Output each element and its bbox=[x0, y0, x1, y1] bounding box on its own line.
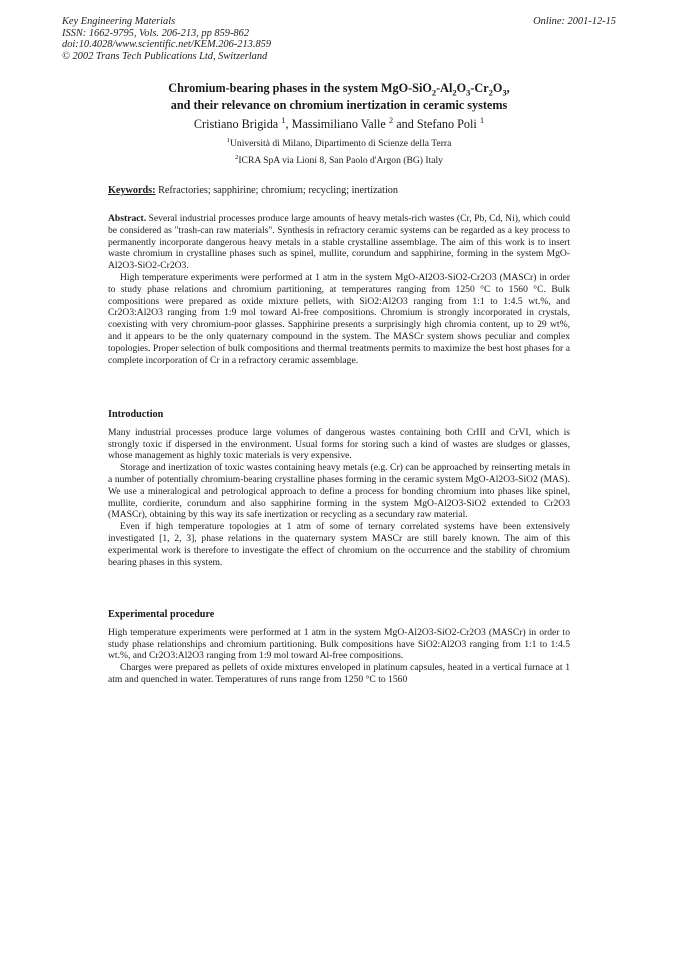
keywords-text: Refractories; sapphirine; chromium; recycling; inertization bbox=[155, 185, 398, 196]
title-line-1: Chromium-bearing phases in the system MgO-$SiO_2-Al_2O_3-Cr_2O_3$, bbox=[168, 81, 510, 98]
copyright-line: © 2002 Trans Tech Publications Ltd, Switzerland bbox=[62, 50, 268, 62]
introduction-paragraph-1: Many industrial processes produce large volumes of dangerous wastes containing both CrIII and CrVI, which is strongly toxic if dispersed in the environment. Usual forms for storing such a kind of wastes are sludges or glasses, whose management as highly toxic materials is very expensive. bbox=[108, 426, 570, 462]
experimental-paragraph-2: Charges were prepared as pellets of oxide mixtures enveloped in platinum capsules, heated in a vertical furnace at 1 atm and quenched in water. Temperatures of runs range from 1250 °C to 1560 bbox=[108, 662, 570, 685]
introduction-section bbox=[108, 409, 570, 568]
paper-title bbox=[62, 80, 616, 114]
introduction-paragraph-2: Storage and inertization of toxic wastes containing heavy metals (e.g. Cr) can be approached by reinserting metals in a number of potentially chromium-bearing crystalline phases forming in the ceramic system MgO-Al2O3-SiO2 (MAS). We use a mineralogical and petrological approach to define a process for bonding chromium into phases like spinel, mullite, cordierite, corundum and also sapphirine forming in the system MgO-Al2O3-SiO2 extended to Cr2O3 (MASCr), obtaining by this way its safe inertization or recycling as a secundary raw material. bbox=[108, 462, 570, 521]
issn-line: ISSN: 1662-9795, Vols. 206-213, pp 859-862 bbox=[62, 27, 250, 39]
abstract-paragraph-2: High temperature experiments were performed at 1 atm in the system MgO-Al2O3-SiO2-Cr2O3 (MASCr) in order to study phase relations and chromium partitioning, at temperatures ranging from 1250 °C to 1560 °C. Bulk compositions were prepared as oxide mixture pellets, with SiO2:Al2O3 ranging from 1:1 to 1:4.5 wt.%, and Cr2O3:Al2O3 ranging from 1:9 mol toward Al-free compositions. Chromium is strongly incorporated in crystals, coexisting with very chromium-poor glasses. Sapphirine presents a surprisingly high chromia content, up to 29 wt%, and it appears to be the only quaternary compound in the system. The MASCr system shows peculiar and complex topologies. Proper selection of bulk compositions and thermal treatments permits to maximize the best host phases for a complete incorporation of Cr in a refractory ceramic assemblage. bbox=[108, 271, 570, 366]
title-line-2: and their relevance on chromium inertization in ceramic systems bbox=[170, 98, 508, 112]
introduction-paragraph-3: Even if high temperature topologies at 1 atm of some of ternary correlated systems have been extensively investigated [1, 2, 3], phase relations in the quaternary system MASCr are still barely known. The aim of this experimental work is therefore to investigate the effect of chromium on the occurrence and the stability of chromium bearing phases in this system. bbox=[108, 521, 570, 568]
abstract-paragraph-1: Abstract. Several industrial processes produce large amounts of heavy metals-rich wastes (Cr, Pb, Cd, Ni), which could be considered as "trash-can raw materials". Synthesis in refractory ceramic systems can be regarded as a key process to permanently incorporate dangerous heavy metals in a stable crystalline assemblage. The aim of this work is to insert waste chromium in crystalline phases such as spinel, mullite, corundum and sapphirine, forming in the system MgO-Al2O3-SiO2-Cr2O3. bbox=[108, 213, 570, 272]
keywords bbox=[108, 185, 568, 197]
experimental-paragraph-1: High temperature experiments were performed at 1 atm in the system MgO-Al2O3-SiO2-Cr2O3 (MASCr) in order to study phase relationships and chromium partitioning. Bulk compositions have SiO2:Al2O3 ranging from 1:1 to 1:4.5 wt.%, and Cr2O3:Al2O3 ranging from 1:9 mol toward Al-free compositions. bbox=[108, 626, 570, 662]
affiliation-2: $^2$ICRA SpA via Lioni 8, San Paolo d'Argon (BG) Italy bbox=[235, 153, 443, 166]
abstract-section bbox=[108, 213, 570, 366]
keywords-label: Keywords: bbox=[108, 185, 156, 196]
journal-header bbox=[62, 16, 616, 62]
doi-line[interactable]: doi:10.4028/www.scientific.net/KEM.206-213.859 bbox=[62, 39, 272, 51]
affiliation-1: $^1$Università di Milano, Dipartimento di Scienze della Terra bbox=[226, 136, 452, 149]
online-date: Online: 2001-12-15 bbox=[533, 16, 616, 27]
journal-name: Key Engineering Materials bbox=[62, 16, 176, 27]
experimental-section bbox=[108, 609, 570, 686]
author-list: Cristiano Brigida $^1$, Massimiliano Valle $^2$ and Stefano Poli $^1$ bbox=[193, 114, 485, 131]
introduction-heading: Introduction bbox=[108, 409, 164, 420]
experimental-heading: Experimental procedure bbox=[108, 609, 215, 620]
